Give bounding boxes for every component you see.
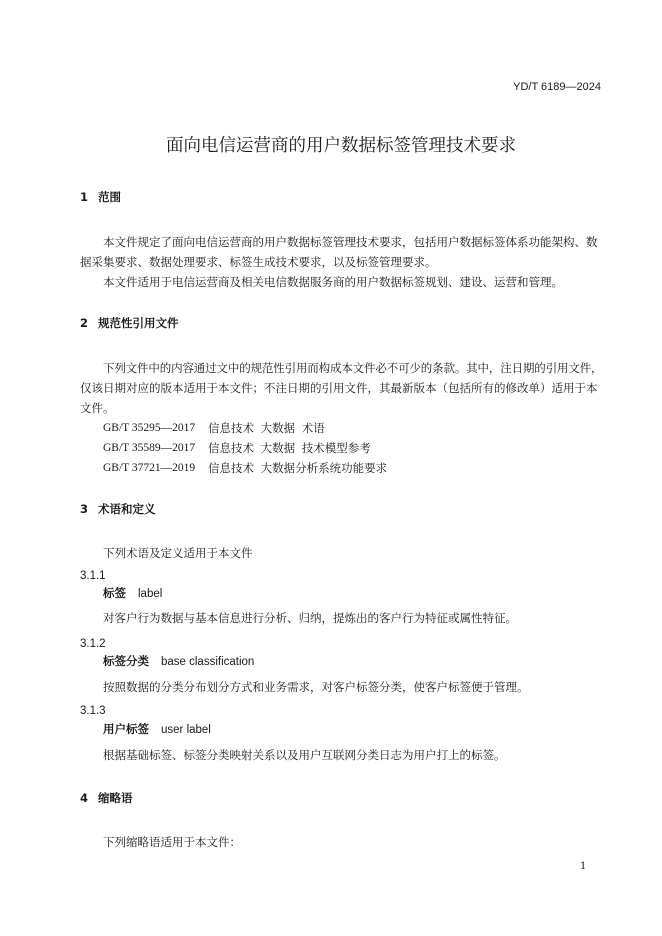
term-number: 3.1.2 xyxy=(80,638,106,650)
paragraph-line: 文件。 xyxy=(80,401,115,415)
term-name: 标签 xyxy=(103,586,126,600)
section-4-heading xyxy=(80,790,133,806)
document-title: 面向电信运营商的用户数据标签管理技术要求 xyxy=(166,136,516,156)
term-entry xyxy=(103,585,162,601)
section-number: 3 xyxy=(80,502,89,516)
section-number: 1 xyxy=(80,190,89,204)
section-number: 2 xyxy=(80,316,89,330)
term-entry xyxy=(103,721,211,737)
term-name: 用户标签 xyxy=(103,722,149,736)
section-2-heading xyxy=(80,315,179,331)
term-number: 3.1.3 xyxy=(80,705,106,717)
term-definition: 按照数据的分类分布划分方式和业务需求，对客户标签分类，使客户标签便于管理。 xyxy=(103,680,529,694)
term-english: label xyxy=(138,588,163,600)
section-title: 术语和定义 xyxy=(98,502,156,516)
paragraph-line: 本文件适用于电信运营商及相关电信数据服务商的用户数据标签规划、建设、运营和管理。 xyxy=(103,275,563,289)
section-title: 规范性引用文件 xyxy=(98,316,179,330)
term-name: 标签分类 xyxy=(103,654,149,668)
reference-title: 信息技术 大数据 术语 xyxy=(208,421,325,435)
term-english: base classification xyxy=(161,656,255,668)
reference-code: GB/T 35589—2017 xyxy=(103,442,196,454)
section-intro: 下列缩略语适用于本文件： xyxy=(103,835,241,849)
reference-title: 信息技术 大数据 技术模型参考 xyxy=(208,441,371,455)
term-definition: 根据基础标签、标签分类映射关系以及用户互联网分类日志为用户打上的标签。 xyxy=(103,748,506,762)
reference-code: GB/T 35295—2017 xyxy=(103,422,196,434)
paragraph-line: 据采集要求、数据处理要求、标签生成技术要求，以及标签管理要求。 xyxy=(80,255,437,269)
term-entry xyxy=(103,653,254,669)
section-title: 缩略语 xyxy=(98,791,133,805)
term-definition: 对客户行为数据与基本信息进行分析、归纳，提炼出的客户行为特征或属性特征。 xyxy=(103,611,517,625)
paragraph-line: 下列文件中的内容通过文中的规范性引用而构成本文件必不可少的条款。其中，注日期的引用文件， xyxy=(103,361,603,375)
section-1-heading xyxy=(80,189,121,205)
term-english: user label xyxy=(161,724,211,736)
page-number: 1 xyxy=(580,861,587,872)
reference-code: GB/T 37721—2019 xyxy=(103,462,196,474)
paragraph-line: 本文件规定了面向电信运营商的用户数据标签管理技术要求，包括用户数据标签体系功能架构、数 xyxy=(103,235,598,249)
document-number: YD/T 6189—2024 xyxy=(513,81,601,93)
section-title: 范围 xyxy=(98,190,121,204)
section-intro: 下列术语及定义适用于本文件 xyxy=(103,546,253,560)
paragraph-line: 仅该日期对应的版本适用于本文件；不注日期的引用文件，其最新版本（包括所有的修改单）适用于本 xyxy=(80,381,598,395)
term-number: 3.1.1 xyxy=(80,570,106,582)
section-3-heading xyxy=(80,501,156,517)
reference-title: 信息技术 大数据分析系统功能要求 xyxy=(208,461,388,475)
section-number: 4 xyxy=(80,791,89,805)
